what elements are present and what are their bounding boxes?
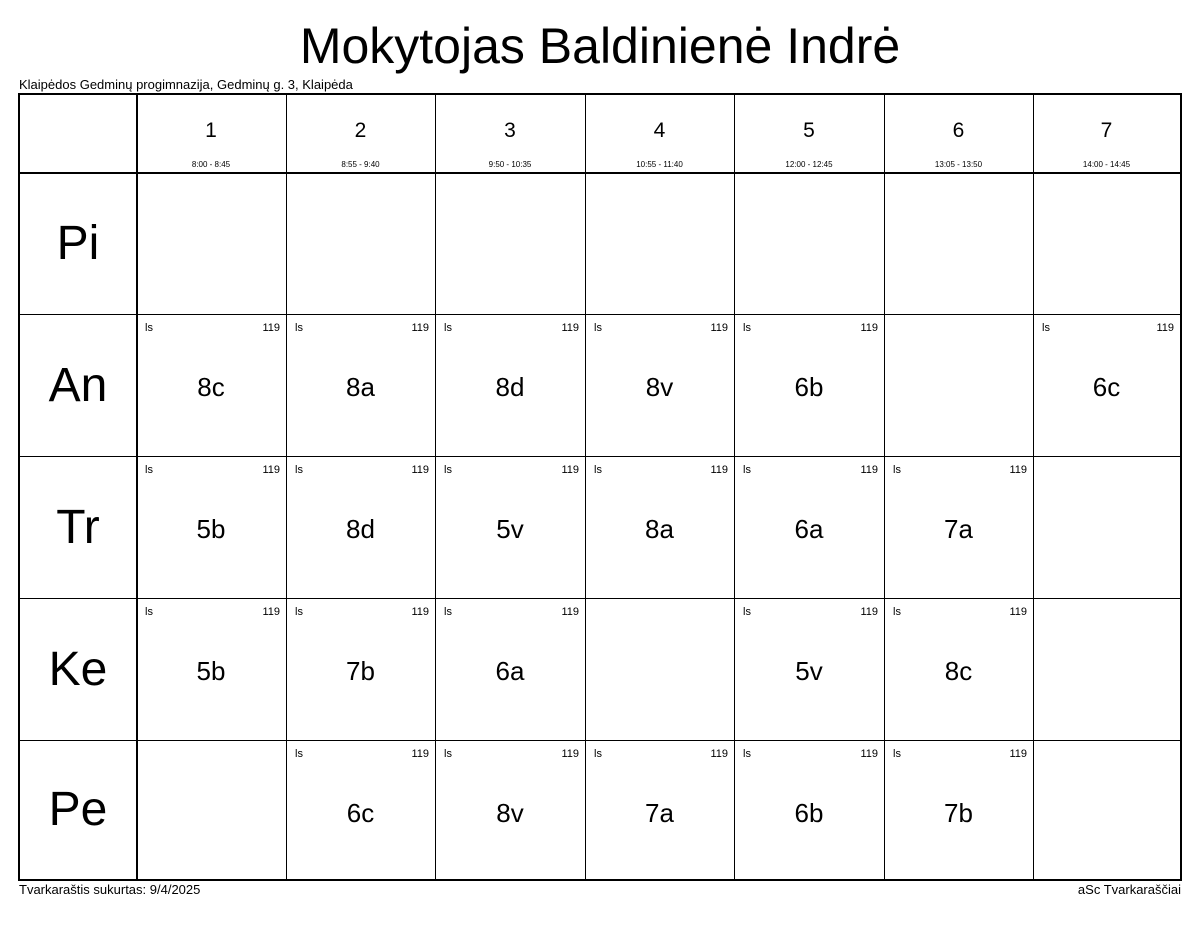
lesson-class: 5v	[795, 656, 823, 686]
lesson-cell	[435, 740, 585, 879]
lesson-subject: ls	[893, 748, 901, 760]
lesson-subject: ls	[444, 464, 452, 476]
lesson-subject: ls	[743, 464, 751, 476]
lesson-subject: ls	[145, 606, 153, 618]
lesson-room: 119	[1156, 322, 1174, 334]
empty-cell	[585, 172, 734, 314]
empty-cell	[1033, 598, 1180, 740]
lesson-room: 119	[860, 748, 878, 760]
lesson-class: 5b	[196, 514, 226, 544]
period-time: 8:55 - 9:40	[341, 160, 380, 169]
lesson-cell	[435, 456, 585, 598]
lesson-subject: ls	[295, 748, 303, 760]
lesson-class: 7a	[944, 514, 973, 544]
period-number: 2	[354, 119, 367, 142]
lesson-room: 119	[411, 606, 429, 618]
day-label: Pi	[56, 216, 100, 270]
lesson-subject: ls	[444, 748, 452, 760]
lesson-room: 119	[262, 606, 280, 618]
empty-cell	[286, 172, 435, 314]
period-time: 10:55 - 11:40	[636, 160, 683, 169]
day-label: Ke	[48, 642, 108, 696]
day-label-cell	[20, 740, 136, 879]
lesson-room: 119	[561, 322, 579, 334]
day-label-cell	[20, 598, 136, 740]
day-label-cell	[20, 172, 136, 314]
lesson-subject: ls	[893, 464, 901, 476]
empty-cell	[435, 172, 585, 314]
period-number: 5	[803, 119, 815, 142]
lesson-class: 6b	[794, 798, 824, 828]
period-number: 4	[653, 119, 666, 142]
period-number: 1	[205, 119, 217, 142]
lesson-cell	[734, 314, 884, 456]
period-header	[286, 95, 435, 172]
lesson-subject: ls	[893, 606, 901, 618]
lesson-subject: ls	[594, 322, 602, 334]
lesson-room: 119	[262, 464, 280, 476]
lesson-class: 6a	[495, 656, 525, 686]
empty-cell	[136, 740, 286, 879]
empty-cell	[1033, 740, 1180, 879]
empty-cell	[136, 172, 286, 314]
empty-cell	[1033, 456, 1180, 598]
period-number: 6	[952, 119, 965, 142]
lesson-subject: ls	[444, 606, 452, 618]
period-time: 12:00 - 12:45	[785, 160, 833, 169]
lesson-subject: ls	[743, 322, 751, 334]
lesson-room: 119	[561, 606, 579, 618]
lesson-room: 119	[561, 464, 579, 476]
lesson-cell	[585, 314, 734, 456]
lesson-cell	[286, 314, 435, 456]
lesson-class: 6a	[794, 514, 824, 544]
lesson-cell	[585, 740, 734, 879]
lesson-class: 8a	[645, 514, 674, 544]
lesson-room: 119	[710, 464, 728, 476]
lesson-cell	[734, 740, 884, 879]
lesson-subject: ls	[444, 322, 452, 334]
lesson-class: 6c	[1092, 372, 1121, 402]
lesson-cell	[585, 456, 734, 598]
lesson-subject: ls	[1042, 322, 1050, 334]
lesson-class: 8v	[496, 798, 524, 828]
timetable-grid	[18, 93, 1182, 881]
lesson-cell	[884, 598, 1033, 740]
lesson-class: 5b	[196, 656, 226, 686]
lesson-room: 119	[860, 322, 878, 334]
lesson-subject: ls	[594, 748, 602, 760]
empty-cell	[884, 172, 1033, 314]
lesson-room: 119	[860, 606, 878, 618]
lesson-room: 119	[561, 748, 579, 760]
lesson-class: 8d	[346, 514, 375, 544]
created-date: Tvarkaraštis sukurtas: 9/4/2025	[19, 882, 201, 897]
lesson-room: 119	[411, 748, 429, 760]
period-time: 8:00 - 8:45	[191, 160, 231, 169]
period-number: 7	[1100, 119, 1113, 142]
lesson-class: 8v	[645, 372, 674, 402]
lesson-room: 119	[860, 464, 878, 476]
lesson-class: 8c	[197, 372, 225, 402]
lesson-subject: ls	[145, 322, 153, 334]
period-header	[435, 95, 585, 172]
empty-cell	[585, 598, 734, 740]
period-header	[734, 95, 884, 172]
period-header	[585, 95, 734, 172]
lesson-subject: ls	[743, 606, 751, 618]
lesson-cell	[435, 598, 585, 740]
lesson-cell	[136, 456, 286, 598]
lesson-cell	[884, 740, 1033, 879]
lesson-room: 119	[411, 464, 429, 476]
lesson-room: 119	[1009, 606, 1027, 618]
period-header	[884, 95, 1033, 172]
period-header	[136, 95, 286, 172]
lesson-room: 119	[710, 748, 728, 760]
lesson-cell	[734, 456, 884, 598]
lesson-subject: ls	[295, 322, 303, 334]
lesson-class: 6b	[794, 372, 824, 402]
lesson-subject: ls	[145, 464, 153, 476]
lesson-subject: ls	[295, 464, 303, 476]
school-address: Klaipėdos Gedminų progimnazija, Gedminų g. 3, Klaipėda	[19, 77, 353, 92]
day-label: Tr	[56, 500, 100, 554]
lesson-cell	[734, 598, 884, 740]
empty-cell	[1033, 172, 1180, 314]
page-title: Mokytojas Baldinienė Indrė	[299, 18, 901, 74]
lesson-room: 119	[411, 322, 429, 334]
lesson-cell	[435, 314, 585, 456]
lesson-class: 6c	[346, 798, 375, 828]
period-number: 3	[504, 119, 516, 142]
lesson-cell	[136, 314, 286, 456]
lesson-cell	[1033, 314, 1180, 456]
brand-label: aSc Tvarkaraščiai	[1077, 882, 1181, 897]
lesson-room: 119	[710, 322, 728, 334]
lesson-subject: ls	[743, 748, 751, 760]
lesson-class: 7a	[645, 798, 674, 828]
day-label: Pe	[48, 783, 108, 836]
lesson-subject: ls	[594, 464, 602, 476]
empty-cell	[884, 314, 1033, 456]
period-time: 14:00 - 14:45	[1082, 160, 1131, 169]
lesson-class: 7b	[944, 798, 973, 828]
lesson-subject: ls	[295, 606, 303, 618]
lesson-cell	[286, 740, 435, 879]
lesson-class: 8d	[495, 372, 525, 402]
lesson-cell	[286, 456, 435, 598]
lesson-cell	[884, 456, 1033, 598]
empty-cell	[734, 172, 884, 314]
day-label: An	[48, 358, 108, 412]
lesson-class: 5v	[496, 514, 524, 544]
lesson-room: 119	[1009, 464, 1027, 476]
lesson-class: 7b	[346, 656, 375, 686]
day-label-cell	[20, 314, 136, 456]
period-time: 13:05 - 13:50	[934, 160, 983, 169]
period-header	[1033, 95, 1180, 172]
lesson-class: 8c	[944, 656, 973, 686]
period-time: 9:50 - 10:35	[488, 160, 532, 169]
lesson-class: 8a	[346, 372, 375, 402]
lesson-room: 119	[1009, 748, 1027, 760]
lesson-room: 119	[262, 322, 280, 334]
lesson-cell	[286, 598, 435, 740]
day-label-cell	[20, 456, 136, 598]
lesson-cell	[136, 598, 286, 740]
